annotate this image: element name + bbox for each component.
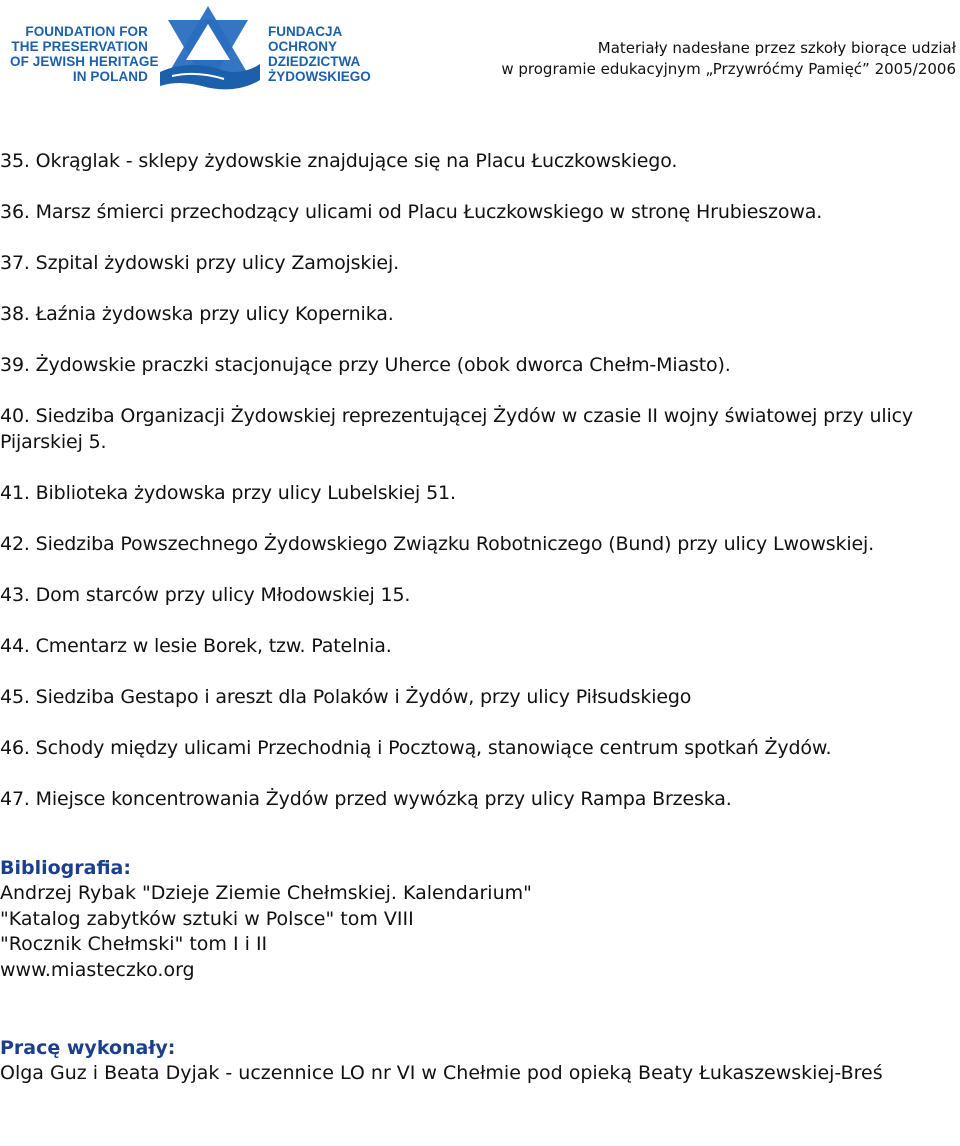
bibliography-link[interactable]: www.miasteczko.org — [0, 958, 195, 981]
list-item-37: 37. Szpital żydowski przy ulicy Zamojskiej. — [0, 252, 399, 274]
credits-heading: Pracę wykonały: — [0, 1037, 176, 1059]
star-of-david-hand-logo-icon — [152, 2, 264, 94]
list-item-43: 43. Dom starców przy ulicy Młodowskiej 15. — [0, 584, 411, 606]
logo-line: IN POLAND — [72, 69, 148, 84]
logo-text-english — [10, 24, 159, 84]
logo-line: FUNDACJA — [268, 24, 343, 39]
list-item-41: 41. Biblioteka żydowska przy ulicy Lubelskiej 51. — [0, 482, 456, 504]
list-item-46: 46. Schody między ulicami Przechodnią i Pocztową, stanowiące centrum spotkań Żydów. — [0, 737, 832, 759]
list-item-36: 36. Marsz śmierci przechodzący ulicami od Placu Łuczkowskiego w stronę Hrubieszowa. — [0, 201, 823, 223]
list-item-47: 47. Miejsce koncentrowania Żydów przed wywózką przy ulicy Rampa Brzeska. — [0, 788, 732, 810]
logo-line: FOUNDATION FOR — [25, 24, 148, 39]
list-item-42: 42. Siedziba Powszechnego Żydowskiego Związku Robotniczego (Bund) przy ulicy Lwowskiej. — [0, 533, 875, 555]
bibliography-entry: "Rocznik Chełmski" tom I i II — [0, 933, 268, 955]
foundation-logo[interactable] — [4, 2, 371, 94]
logo-line: THE PRESERVATION — [11, 39, 148, 54]
bibliography-heading: Bibliografia: — [0, 857, 131, 879]
bibliography-entry: Andrzej Rybak "Dzieje Ziemie Chełmskiej. Kalendarium" — [0, 882, 532, 904]
header-note-line-2: w programie edukacyjnym „Przywróćmy Pamięć” 2005/2006 — [501, 60, 956, 78]
logo-line: OCHRONY — [268, 39, 338, 54]
page-header — [0, 0, 960, 98]
logo-text-polish — [268, 24, 371, 84]
logo-line: DZIEDZICTWA — [268, 54, 361, 69]
list-item-45: 45. Siedziba Gestapo i areszt dla Polaków i Żydów, przy ulicy Piłsudskiego — [0, 686, 692, 708]
list-item-44: 44. Cmentarz w lesie Borek, tzw. Patelnia. — [0, 635, 392, 657]
list-item-40: 40. Siedziba Organizacji Żydowskiej reprezentującej Żydów w czasie II wojny światowej przy ulicy Pijarskiej 5. — [0, 405, 914, 453]
logo-line: OF JEWISH HERITAGE — [10, 54, 159, 69]
bibliography-entry: "Katalog zabytków sztuki w Polsce" tom VIII — [0, 907, 414, 930]
logo-line: ŻYDOWSKIEGO — [268, 69, 371, 84]
header-note-line-1: Materiały nadesłane przez szkoły biorące udział — [597, 39, 956, 57]
credits-text: Olga Guz i Beata Dyjak - uczennice LO nr VI w Chełmie pod opieką Beaty Łukaszewskiej-Breś — [0, 1062, 883, 1084]
list-item-35: 35. Okrąglak - sklepy żydowskie znajdujące się na Placu Łuczkowskiego. — [0, 150, 678, 172]
header-note — [501, 38, 956, 80]
list-item-38: 38. Łaźnia żydowska przy ulicy Kopernika. — [0, 303, 394, 325]
document-body — [0, 148, 960, 1087]
list-item-39: 39. Żydowskie praczki stacjonujące przy Uherce (obok dworca Chełm-Miasto). — [0, 354, 731, 376]
